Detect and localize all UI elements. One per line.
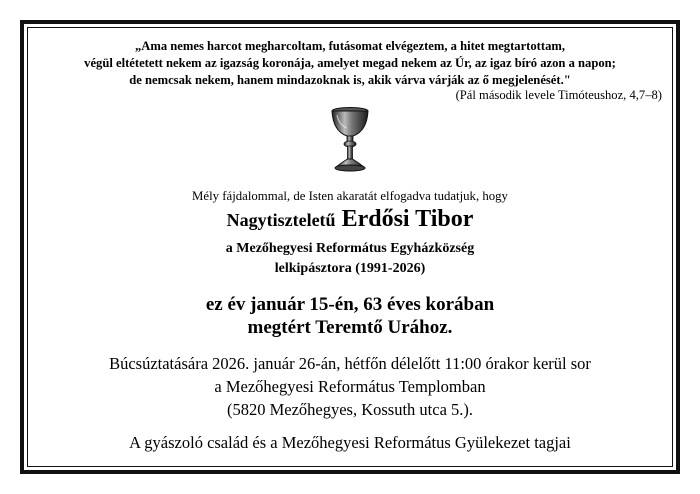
quote-line-1: „Ama nemes harcot megharcoltam, futásomat elvégeztem, a hitet megtartottam, (134, 39, 566, 53)
deceased-name-heading (0, 206, 700, 233)
bible-quote (30, 38, 670, 89)
parish-text: a Mezőhegyesi Református Egyházközség (225, 241, 475, 256)
funeral-line-3: (5820 Mezőhegyes, Kossuth utca 5.). (226, 400, 474, 419)
quote-line-3: de nemcsak nekem, hanem mindazoknak is, akik várva várják az ő megjelenését." (129, 73, 571, 87)
mourners-text: A gyászoló család és a Mezőhegyesi Református Gyülekezet tagjai (129, 433, 571, 452)
funeral-line-1: Búcsúztatására 2026. január 26-án, hétfőn délelőtt 11:00 órakor kerül sor (109, 354, 591, 373)
funeral-line-2: a Mezőhegyesi Református Templomban (214, 377, 486, 396)
death-line-1: ez év január 15-én, 63 éves korában (205, 294, 495, 315)
death-line-2: megtért Teremtő Urához. (247, 317, 453, 338)
intro-text: Mély fájdalommal, de Isten akaratát elfogadva tudatjuk, hogy (192, 189, 508, 203)
quote-line-2: végül eltétetett nekem az igazság koronája, amelyet megad nekem az Úr, az igaz bíró azon a napon; (84, 56, 616, 70)
deceased-name: Erdősi Tibor (341, 206, 474, 232)
role-text: lelkipásztora (1991-2026) (274, 261, 426, 276)
quote-citation: (Pál második levele Timóteushoz, 4,7–8) (455, 88, 662, 102)
honorific: Nagytiszteletű (226, 210, 336, 230)
chalice-icon (327, 105, 373, 173)
